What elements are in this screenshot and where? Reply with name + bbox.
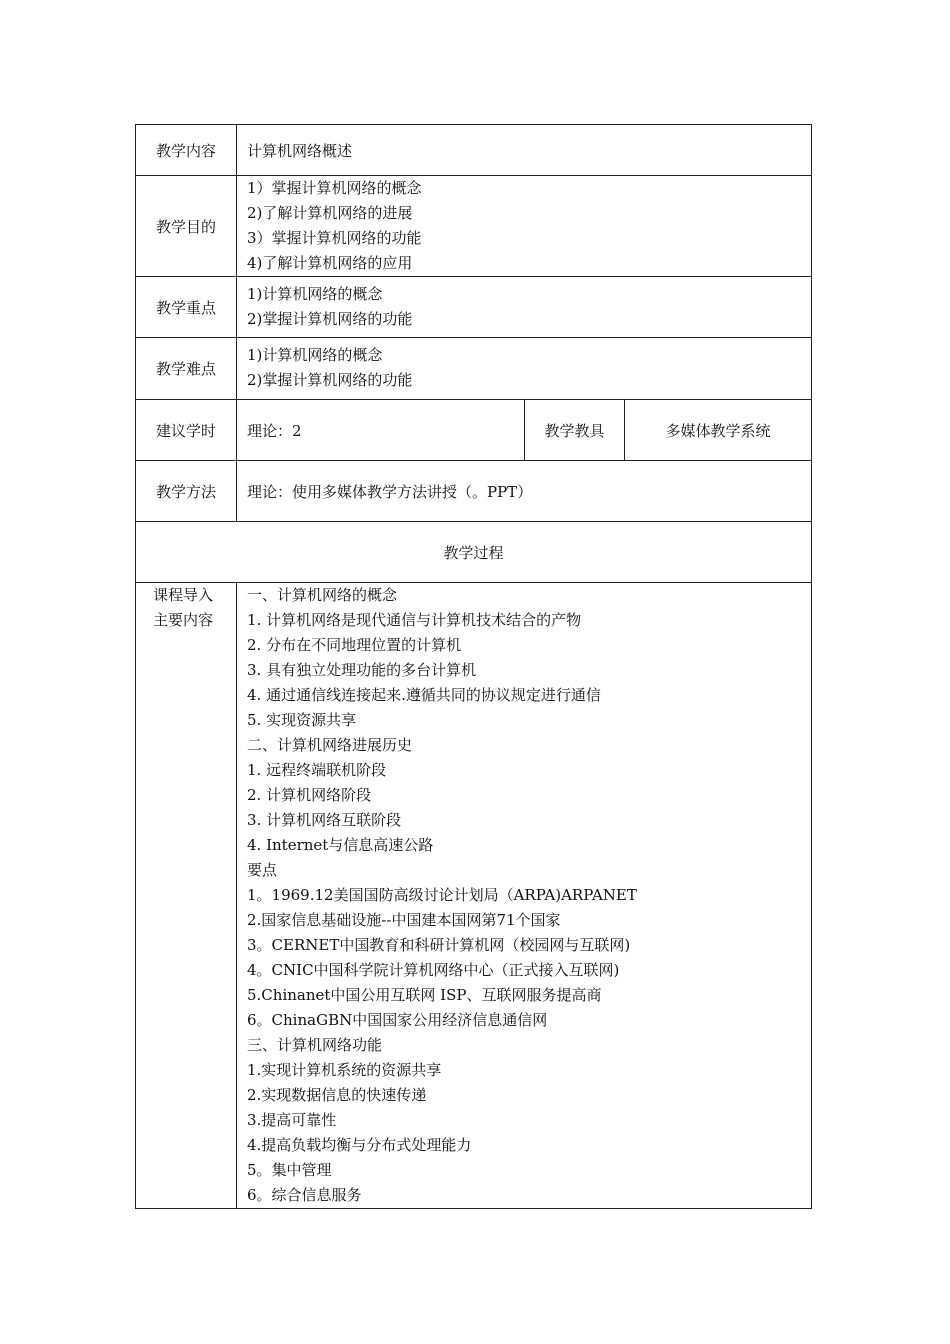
objectives-list: [237, 176, 812, 277]
difficulty-item: 1)计算机网络的概念: [247, 346, 383, 364]
objectives-label: 教学目的: [136, 176, 237, 277]
main-labels: [136, 583, 237, 1209]
difficulties-list: [237, 338, 812, 400]
method-value: 理论：使用多媒体教学方法讲授（。PPT）: [237, 461, 812, 522]
content-line: 3。CERNET中国教育和科研计算机网（校园网与互联网): [247, 936, 631, 954]
content-line: 2. 计算机网络阶段: [247, 786, 372, 804]
content-line: 5. 实现资源共享: [247, 711, 357, 729]
main-content-body: [237, 583, 812, 1209]
method-label: 教学方法: [136, 461, 237, 522]
key-points-label: 教学重点: [136, 277, 237, 338]
hours-value: 理论：2: [237, 400, 525, 461]
process-header: 教学过程: [136, 522, 812, 583]
content-label: 教学内容: [136, 125, 237, 176]
content-line: 6。综合信息服务: [247, 1186, 362, 1204]
content-line: 3.提高可靠性: [247, 1111, 337, 1129]
content-line: 2.国家信息基础设施--中国建本国网第71个国家: [247, 911, 561, 929]
content-line: 4。CNIC中国科学院计算机网络中心（正式接入互联网): [247, 961, 620, 979]
difficulties-label: 教学难点: [136, 338, 237, 400]
row-objectives: [136, 176, 812, 277]
content-line: 1。1969.12美国国防高级讨论计划局（ARPA)ARPANET: [247, 886, 637, 904]
objective-item: 2)了解计算机网络的进展: [247, 204, 413, 222]
content-line: 6。ChinaGBN中国国家公用经济信息通信网: [247, 1011, 548, 1029]
main-content-label: 主要内容: [153, 611, 214, 629]
content-line: 1. 远程终端联机阶段: [247, 761, 387, 779]
content-line: 2. 分布在不同地理位置的计算机: [247, 636, 462, 654]
content-line: 5。集中管理: [247, 1161, 332, 1179]
row-hours: [136, 400, 812, 461]
content-value: 计算机网络概述: [237, 125, 812, 176]
difficulty-item: 2)掌握计算机网络的功能: [247, 371, 413, 389]
hours-label: 建议学时: [136, 400, 237, 461]
row-main-content: [136, 583, 812, 1209]
content-line: 1.实现计算机系统的资源共享: [247, 1061, 442, 1079]
key-points-list: [237, 277, 812, 338]
subheading: 要点: [247, 861, 278, 879]
row-process-header: [136, 522, 812, 583]
content-line: 3. 计算机网络互联阶段: [247, 811, 402, 829]
tools-value: 多媒体教学系统: [625, 400, 812, 461]
content-line: 4.提高负载均衡与分布式处理能力: [247, 1136, 472, 1154]
section-heading: 一、计算机网络的概念: [247, 586, 398, 604]
content-line: 5.Chinanet中国公用互联网 ISP、互联网服务提高商: [247, 986, 602, 1004]
content-line: 3. 具有独立处理功能的多台计算机: [247, 661, 477, 679]
objective-item: 3）掌握计算机网络的功能: [247, 229, 422, 247]
key-point-item: 1)计算机网络的概念: [247, 285, 383, 303]
row-method: [136, 461, 812, 522]
section-heading: 三、计算机网络功能: [247, 1036, 383, 1054]
row-difficulties: [136, 338, 812, 400]
intro-label: 课程导入: [153, 586, 214, 604]
content-line: 4. 通过通信线连接起来.遵循共同的协议规定进行通信: [247, 686, 601, 704]
key-point-item: 2)掌握计算机网络的功能: [247, 310, 413, 328]
row-key-points: [136, 277, 812, 338]
tools-label: 教学教具: [525, 400, 625, 461]
objective-item: 4)了解计算机网络的应用: [247, 254, 413, 272]
objective-item: 1）掌握计算机网络的概念: [247, 179, 422, 197]
content-line: 4. Internet与信息高速公路: [247, 836, 434, 854]
content-line: 1. 计算机网络是现代通信与计算机技术结合的产物: [247, 611, 582, 629]
lesson-plan-table: [135, 124, 812, 1209]
content-line: 2.实现数据信息的快速传递: [247, 1086, 427, 1104]
section-heading: 二、计算机网络进展历史: [247, 736, 413, 754]
row-content: [136, 125, 812, 176]
